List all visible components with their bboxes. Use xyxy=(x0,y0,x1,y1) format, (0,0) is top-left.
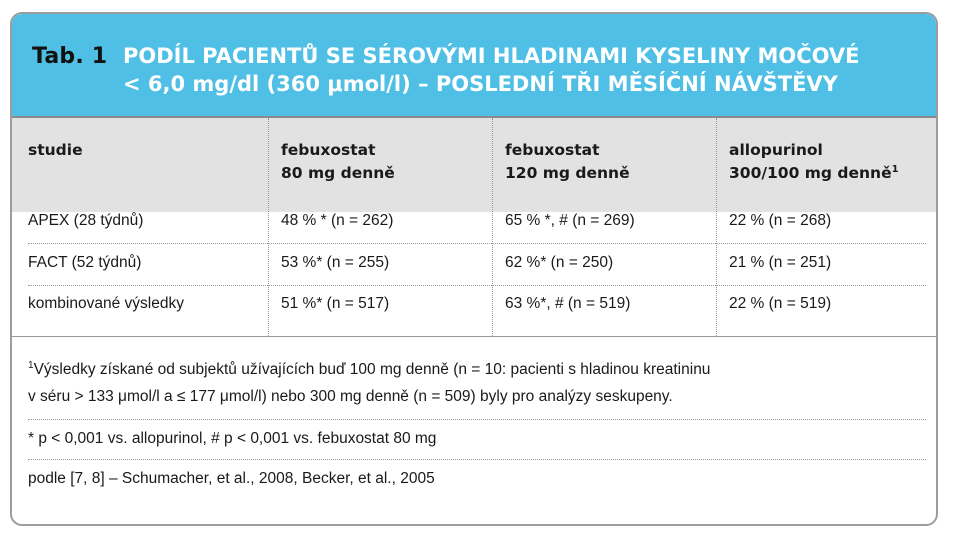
table-cell: 62 %* (n = 250) xyxy=(505,254,614,271)
column-header-studie: studie xyxy=(28,141,83,159)
table-cell: FACT (52 týdnů) xyxy=(28,254,142,271)
table-cell: 22 % (n = 519) xyxy=(729,295,832,312)
table-cell: 22 % (n = 268) xyxy=(729,212,832,229)
row-divider xyxy=(28,243,926,244)
table-card xyxy=(10,12,938,526)
table-footer-divider xyxy=(12,336,936,337)
footnote-divider xyxy=(28,459,926,460)
table-cell: 53 %* (n = 255) xyxy=(281,254,390,271)
table-cell: 48 % * (n = 262) xyxy=(281,212,394,229)
table-cell: 51 %* (n = 517) xyxy=(281,295,390,312)
table-cell: APEX (28 týdnů) xyxy=(28,212,144,229)
footnote-divider xyxy=(28,419,926,420)
footnote-significance: * p < 0,001 vs. allopurinol, # p < 0,001 vs. febuxostat 80 mg xyxy=(28,430,437,447)
column-header-febuxostat-120: febuxostat 120 mg denně xyxy=(505,141,630,182)
column-divider xyxy=(268,118,269,336)
table-number: Tab. 1 xyxy=(32,44,108,69)
column-header-febuxostat-80: febuxostat 80 mg denně xyxy=(281,141,395,182)
footnote-source: podle [7, 8] – Schumacher, et al., 2008, Becker, et al., 2005 xyxy=(28,470,435,487)
column-divider xyxy=(492,118,493,336)
footnote-1: $^1$Výsledky získané od subjektů užívajících buď 100 mg denně (n = 10: pacienti s hladinou kreatininu v séru > 133 μmol/l a ≤ 177 μmol/l) nebo 300 mg denně (n = 509) byly pro analýzy seskupeny. xyxy=(28,359,711,405)
row-divider xyxy=(28,285,926,286)
table-title xyxy=(123,42,923,98)
title-line-1: PODÍL PACIENTŮ SE SÉROVÝMI HLADINAMI KYSELINY MOČOVÉ xyxy=(123,44,860,68)
title-line-2: < 6,0 mg/dl (360 μmol/l) – POSLEDNÍ TŘI MĚSÍČNÍ NÁVŠTĚVY xyxy=(123,72,838,96)
footnote-marker: 1 xyxy=(891,163,899,175)
table-cell: 63 %*, # (n = 519) xyxy=(505,295,631,312)
column-divider xyxy=(716,118,717,336)
table-cell: kombinované výsledky xyxy=(28,295,184,312)
table-header xyxy=(12,14,936,118)
table-cell: 21 % (n = 251) xyxy=(729,254,832,271)
table-cell: 65 % *, # (n = 269) xyxy=(505,212,635,229)
column-header-allopurinol: allopurinol 300/100 mg denně$^1$ xyxy=(729,141,899,182)
